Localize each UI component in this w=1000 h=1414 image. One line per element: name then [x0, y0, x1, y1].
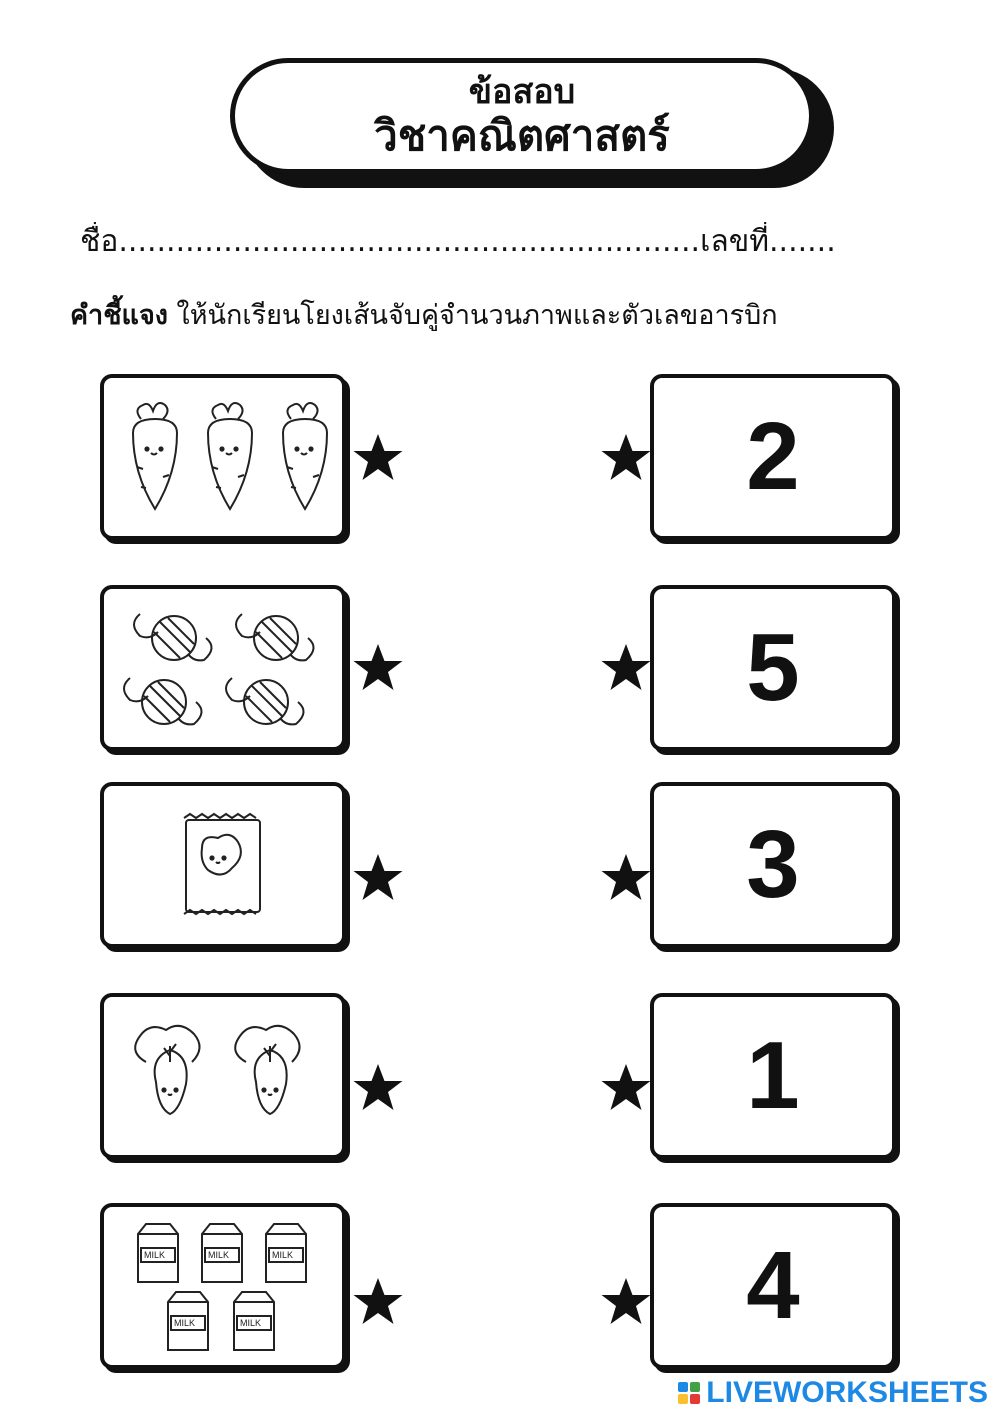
picture-card-carrots — [100, 374, 346, 540]
picture-card-candies — [100, 585, 346, 751]
picture-card-snack — [100, 782, 346, 948]
number-value: 5 — [746, 614, 800, 721]
star-icon[interactable] — [600, 642, 652, 694]
milk-carton-icon — [128, 1216, 318, 1356]
number-value: 1 — [746, 1022, 800, 1129]
star-icon[interactable] — [600, 1276, 652, 1328]
number-card-5 — [650, 1203, 896, 1369]
instructions — [70, 296, 950, 336]
number-value: 3 — [746, 811, 800, 918]
number-value: 2 — [746, 403, 800, 510]
cabbage-icon — [118, 1016, 328, 1136]
star-icon[interactable] — [352, 1276, 404, 1328]
number-card-4 — [650, 993, 896, 1159]
picture-card-cabbages — [100, 993, 346, 1159]
milk-label: MILK — [208, 1250, 230, 1260]
liveworksheets-logo — [678, 1376, 988, 1410]
logo-mark-icon — [678, 1382, 700, 1404]
star-icon[interactable] — [600, 852, 652, 904]
picture-card-milk — [100, 1203, 346, 1369]
star-icon[interactable] — [600, 1062, 652, 1114]
title-line-1: ข้อสอบ — [468, 72, 576, 112]
title-line-2: วิชาคณิตศาสตร์ — [374, 111, 670, 160]
snack-bag-icon — [178, 810, 268, 920]
title-banner — [230, 58, 814, 174]
milk-label: MILK — [240, 1318, 262, 1328]
star-icon[interactable] — [352, 1062, 404, 1114]
milk-label: MILK — [174, 1318, 196, 1328]
milk-label: MILK — [144, 1250, 166, 1260]
candy-icon — [118, 598, 328, 738]
instructions-text: ให้นักเรียนโยงเส้นจับคู่จำนวนภาพและตัวเลขอารบิก — [167, 300, 778, 331]
instructions-label: คำชี้แจง — [70, 300, 168, 331]
star-icon[interactable] — [352, 852, 404, 904]
number-value: 4 — [746, 1232, 800, 1339]
number-card-2 — [650, 585, 896, 751]
name-number-line: ชื่อ.............................................................เลขที่....... — [80, 224, 836, 259]
carrot-icon — [113, 397, 333, 517]
number-card-3 — [650, 782, 896, 948]
milk-label: MILK — [272, 1250, 294, 1260]
star-icon[interactable] — [352, 642, 404, 694]
star-icon[interactable] — [352, 432, 404, 484]
star-icon[interactable] — [600, 432, 652, 484]
number-card-1 — [650, 374, 896, 540]
logo-text: LIVEWORKSHEETS — [706, 1376, 988, 1409]
